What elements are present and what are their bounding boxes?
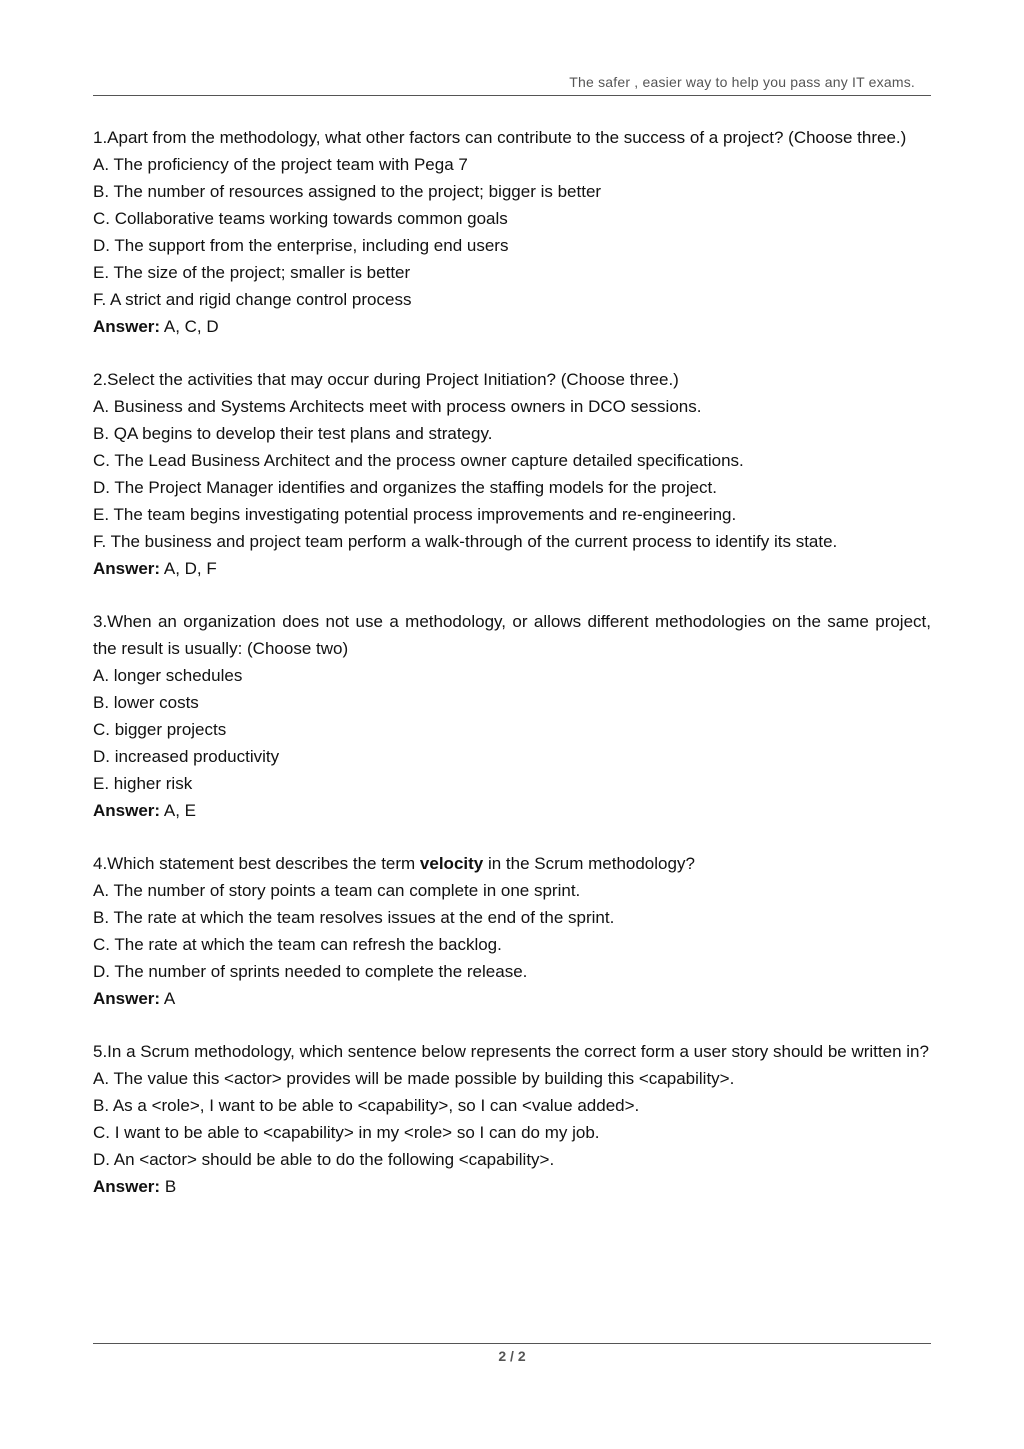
option-a: A. The proficiency of the project team with Pega 7 (93, 155, 468, 174)
answer-value: A (163, 989, 176, 1008)
question-stem: 3.When an organization does not use a methodology, or allows different methodologies on the same project, the result is usually: (Choose two) (93, 612, 931, 658)
option-c: C. bigger projects (93, 720, 227, 739)
question-4 (93, 850, 931, 1012)
option-a: A. The value this <actor> provides will be made possible by building this <capability>. (93, 1069, 735, 1088)
answer-line (93, 313, 931, 340)
header-tagline: The safer , easier way to help you pass any IT exams. (569, 74, 915, 90)
question-stem: 2.Select the activities that may occur during Project Initiation? (Choose three.) (93, 370, 679, 389)
answer-value: B (164, 1177, 177, 1196)
question-stem: 5.In a Scrum methodology, which sentence below represents the correct form a user story should be written in? (93, 1042, 929, 1061)
stem-text-before: 4.Which statement best describes the term (93, 854, 420, 873)
page-header (93, 71, 931, 96)
option-d: D. An <actor> should be able to do the following <capability>. (93, 1150, 555, 1169)
page-footer (93, 1343, 931, 1364)
option-e: E. The team begins investigating potential process improvements and re-engineering. (93, 505, 737, 524)
answer-label: Answer: (93, 989, 161, 1008)
question-stem (93, 850, 931, 877)
answer-line (93, 1173, 931, 1200)
page-number: 2 / 2 (498, 1348, 526, 1364)
option-c: C. The rate at which the team can refresh the backlog. (93, 935, 502, 954)
option-a: A. The number of story points a team can complete in one sprint. (93, 881, 581, 900)
answer-label: Answer: (93, 317, 161, 336)
question-2 (93, 366, 931, 582)
answer-line (93, 985, 931, 1012)
answer-line (93, 797, 931, 824)
option-b: B. lower costs (93, 693, 199, 712)
option-b: B. QA begins to develop their test plans and strategy. (93, 424, 493, 443)
option-f: F. The business and project team perform a walk-through of the current process to identify its state. (93, 532, 838, 551)
option-d: D. The support from the enterprise, including end users (93, 236, 509, 255)
answer-value: A, C, D (163, 317, 219, 336)
question-stem: 1.Apart from the methodology, what other factors can contribute to the success of a project? (Choose three.) (93, 128, 907, 147)
answer-value: A, D, F (163, 559, 217, 578)
question-3 (93, 608, 931, 824)
option-e: E. higher risk (93, 774, 193, 793)
option-e: E. The size of the project; smaller is better (93, 263, 411, 282)
option-c: C. I want to be able to <capability> in my <role> so I can do my job. (93, 1123, 600, 1142)
option-c: C. Collaborative teams working towards common goals (93, 209, 508, 228)
option-b: B. The number of resources assigned to the project; bigger is better (93, 182, 602, 201)
document-body (93, 124, 931, 1226)
question-5 (93, 1038, 931, 1200)
stem-text-after: in the Scrum methodology? (483, 854, 695, 873)
option-d: D. The number of sprints needed to complete the release. (93, 962, 528, 981)
option-a: A. longer schedules (93, 666, 243, 685)
option-a: A. Business and Systems Architects meet with process owners in DCO sessions. (93, 397, 702, 416)
option-c: C. The Lead Business Architect and the process owner capture detailed specifications. (93, 451, 744, 470)
answer-label: Answer: (93, 801, 161, 820)
option-b: B. The rate at which the team resolves issues at the end of the sprint. (93, 908, 615, 927)
option-d: D. increased productivity (93, 747, 280, 766)
option-d: D. The Project Manager identifies and organizes the staffing models for the project. (93, 478, 717, 497)
answer-label: Answer: (93, 1177, 161, 1196)
answer-value: A, E (163, 801, 196, 820)
answer-line (93, 555, 931, 582)
option-b: B. As a <role>, I want to be able to <capability>, so I can <value added>. (93, 1096, 640, 1115)
option-f: F. A strict and rigid change control process (93, 290, 412, 309)
question-1 (93, 124, 931, 340)
answer-label: Answer: (93, 559, 161, 578)
stem-term-velocity: velocity (419, 854, 484, 873)
